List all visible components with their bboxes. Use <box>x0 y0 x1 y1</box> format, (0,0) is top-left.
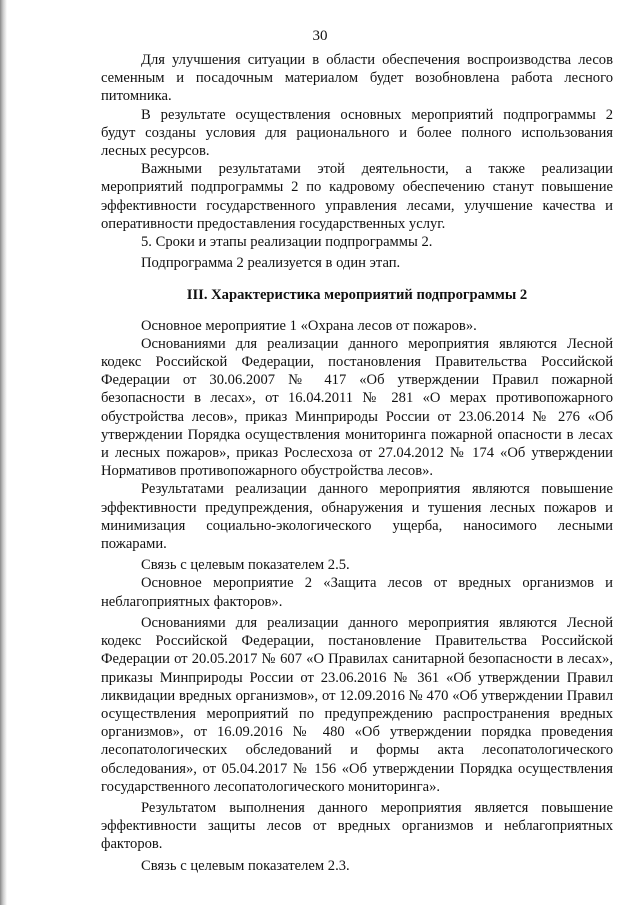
section-heading: III. Характеристика мероприятий подпрограммы 2 <box>186 287 528 304</box>
scan-page-edge <box>0 0 7 905</box>
paragraph-indicator-2-5: Связь с целевым показателем 2.5. <box>141 557 350 574</box>
paragraph-indicator-2-3: Связь с целевым показателем 2.3. <box>141 857 350 874</box>
paragraph-measure-2-grounds: Основаниями для реализации данного мероприятия являются Лесной кодекс Российской Федерации, постановление Правительства Российской Федерации от 20.05.2017 № 607 «О Правилах санитарной безопасности в лесах», приказы Минприроды России от 23.06.2016 № 361 «Об утверждении Правил ликвидации вредных организмов», от 12.09.2016 № 470 «Об утверждении Правил осуществления мероприятий по предупреждению распространения вредных организмов», от 16.09.2016 № 480 «Об утверждении порядка проведения лесопатологических обследований и формы акта лесопатологического обследования», от 05.04.2017 № 156 «Об утверждении Порядка осуществления государственного лесопатологического мониторинга». <box>101 614 613 795</box>
paragraph-forest-resources: В результате осуществления основных мероприятий подпрограммы 2 будут созданы условия для рационального и более полного использования лесных ресурсов. <box>101 106 613 160</box>
paragraph-terms-heading: 5. Сроки и этапы реализации подпрограммы 2. <box>141 234 433 251</box>
paragraph-measure-1-title: Основное мероприятие 1 «Охрана лесов от пожаров». <box>141 317 477 334</box>
paragraph-single-stage: Подпрограмма 2 реализуется в один этап. <box>141 255 401 272</box>
document-body <box>101 51 613 875</box>
paragraph-measure-1-grounds: Основаниями для реализации данного мероприятия являются Лесной кодекс Российской Федерации, постановления Правительства Российской Федерации от 30.06.2007 № 417 «Об утверждении Правил пожарной безопасности в лесах», от 16.04.2011 № 281 «О мерах противопожарного обустройства лесов», приказ Минприроды России от 23.06.2014 № 276 «Об утверждении Порядка осуществления мониторинга пожарной опасности в лесах и лесных пожаров», приказ Рослесхоза от 27.04.2012 № 174 «Об утверждении Нормативов противопожарного обустройства лесов». <box>101 335 613 480</box>
paragraph-nursery: Для улучшения ситуации в области обеспечения воспроизводства лесов семенным и посадочным материалом будет возобновлена работа лесного питомника. <box>101 52 613 105</box>
paragraph-measure-1-results: Результатами реализации данного мероприятия являются повышение эффективности предупреждения, обнаружения и тушения лесных пожаров и минимизация социально-экологического ущерба, наносимого лесными пожарами. <box>101 481 613 553</box>
paragraph-measure-2-title: Основное мероприятие 2 «Защита лесов от вредных организмов и неблагоприятных факторов». <box>101 575 613 610</box>
paragraph-measure-2-results: Результатом выполнения данного мероприятия является повышение эффективности защиты лесов от вредных организмов и неблагоприятных факторов. <box>101 799 613 853</box>
paragraph-results: Важными результатами этой деятельности, а также реализации мероприятий подпрограммы 2 по кадровому обеспечению станут повышение эффективности государственного управления лесами, улучшение качества и оперативности предоставления государственных услуг. <box>101 161 613 232</box>
page-number: 30 <box>312 28 328 44</box>
